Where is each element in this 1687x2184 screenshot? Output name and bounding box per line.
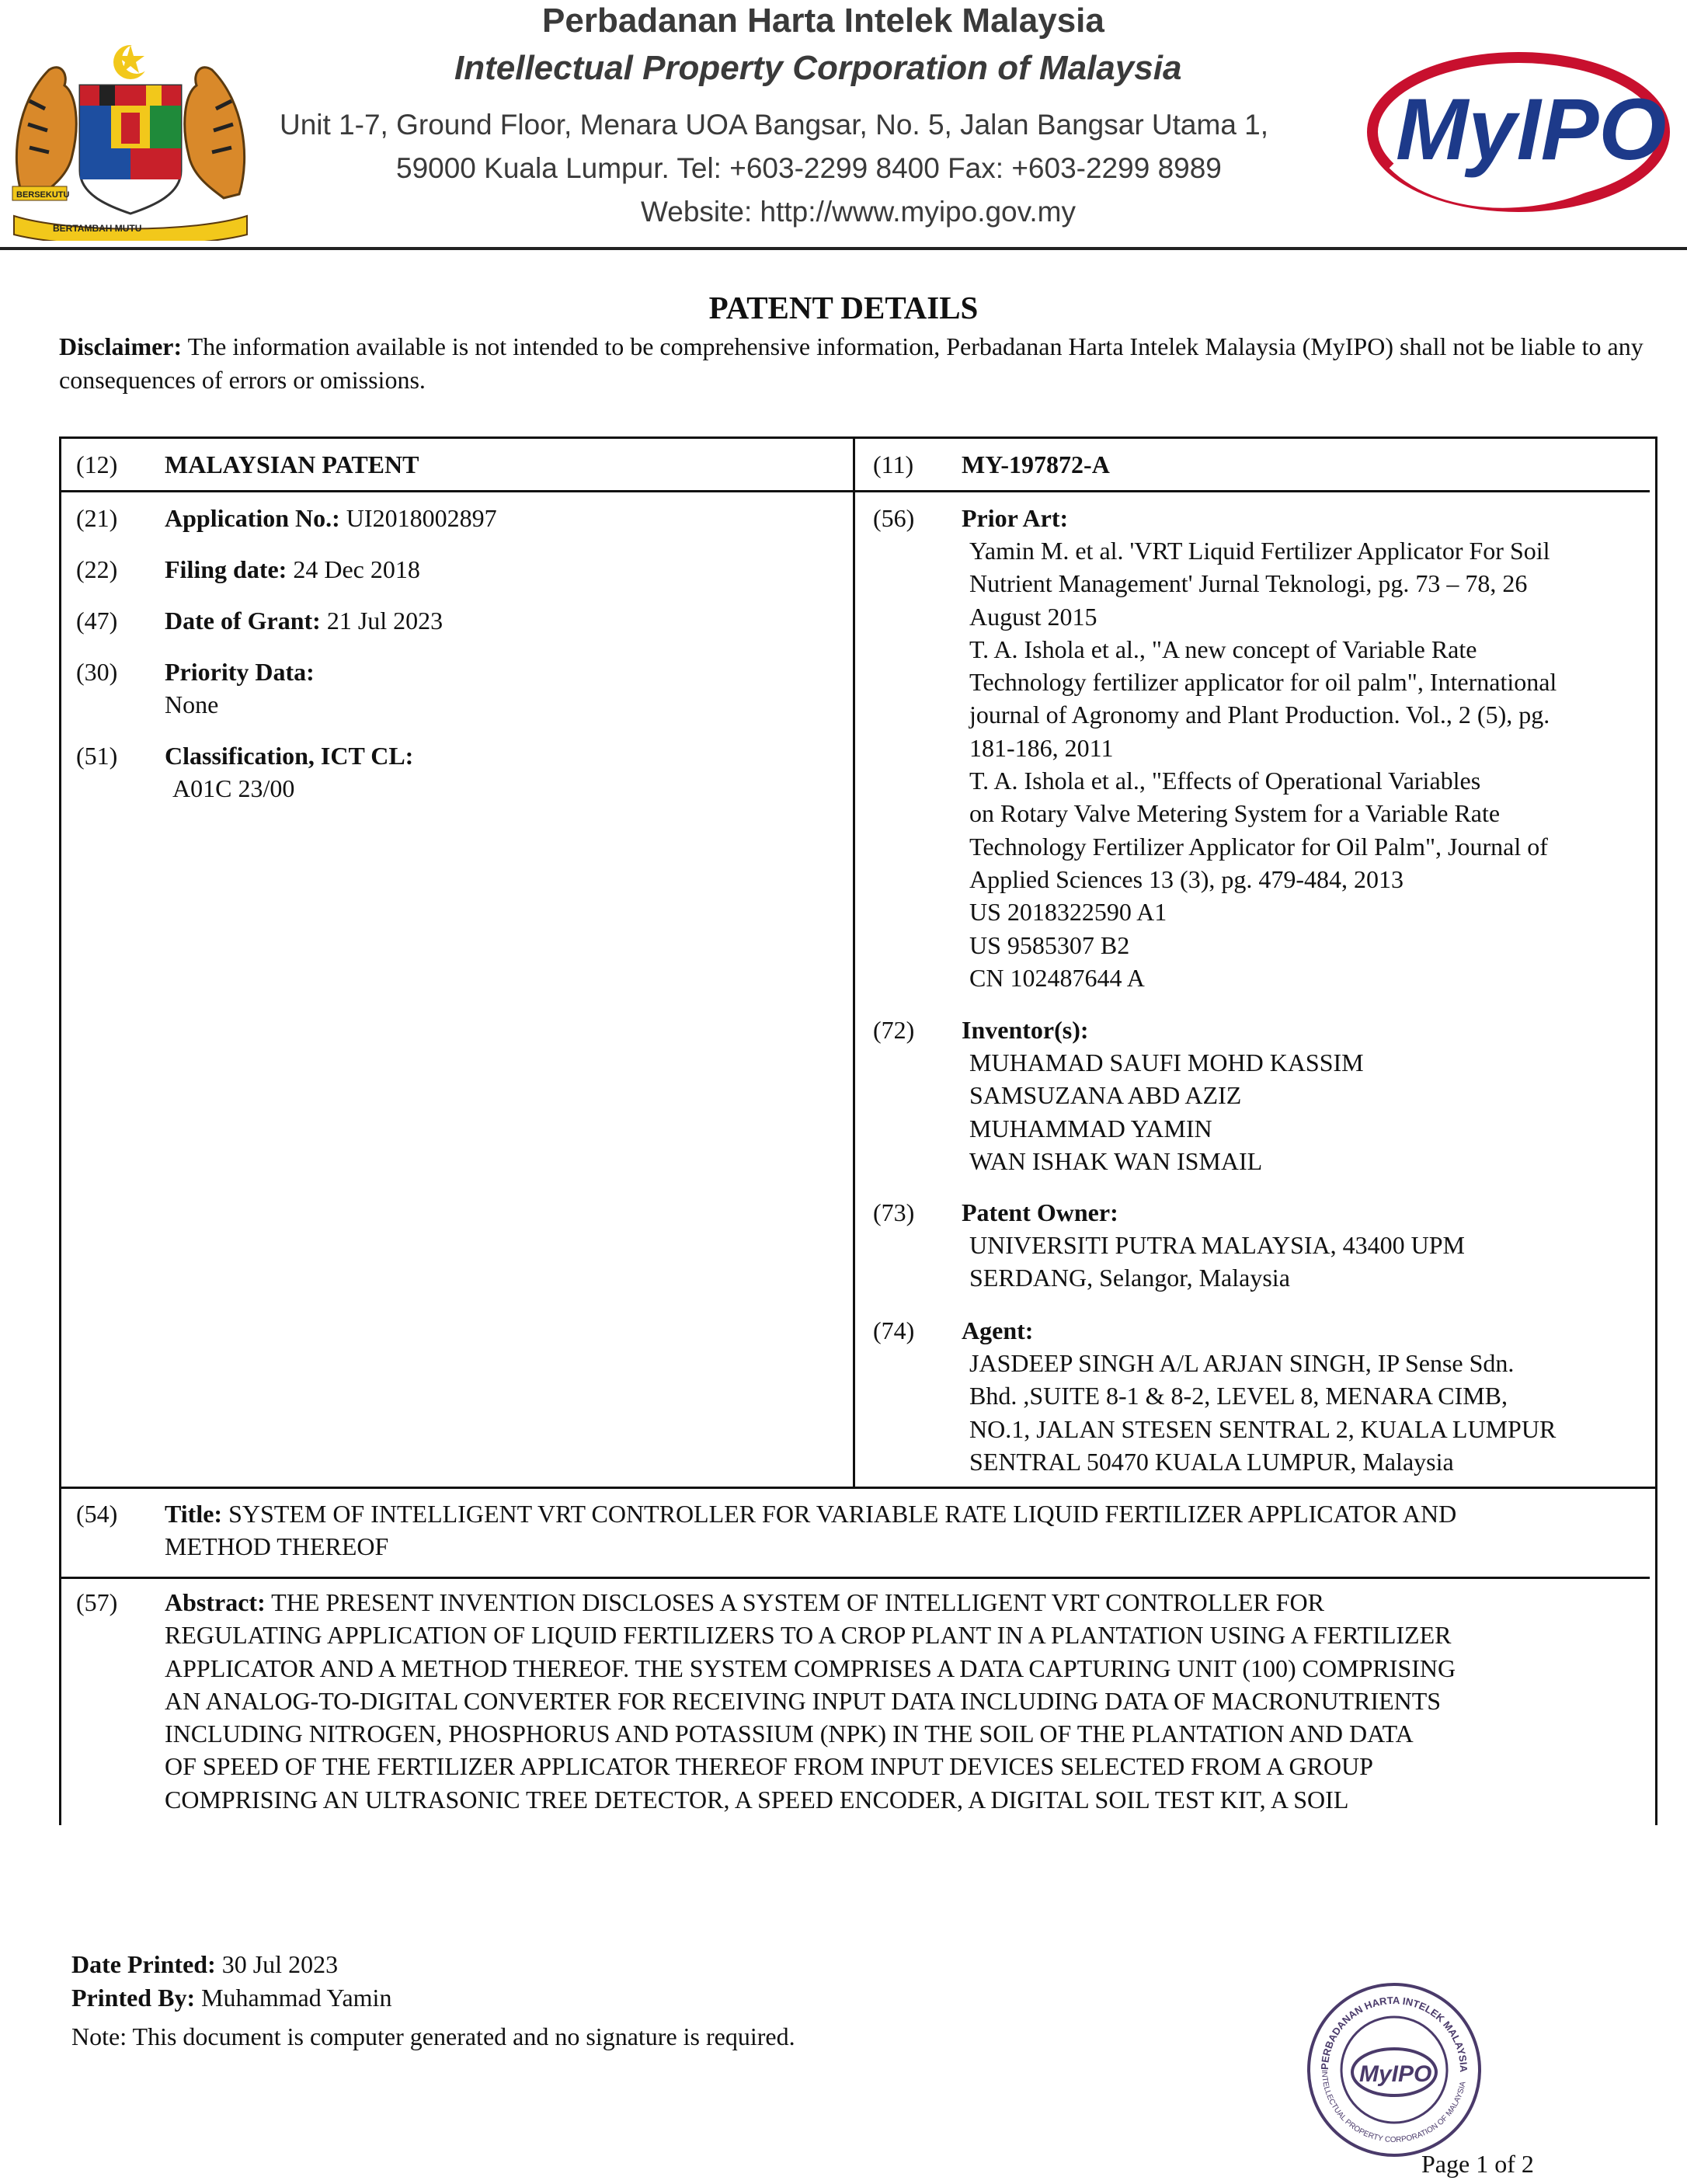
abstract-line: AN ANALOG-TO-DIGITAL CONVERTER FOR RECEIVING INPUT DATA INCLUDING DATA OF MACRONUTRIENTS: [165, 1686, 1442, 1715]
page-number: Page 1 of 2: [1421, 2150, 1534, 2178]
grant-label: Date of Grant:: [165, 607, 321, 635]
invention-title-line: METHOD THEREOF: [165, 1532, 389, 1561]
agent-line: Bhd. ,SUITE 8-1 & 8-2, LEVEL 8, MENARA CIMB,: [969, 1382, 1508, 1410]
date-printed-label: Date Printed:: [71, 1950, 216, 1978]
inventor-name: MUHAMAD SAUFI MOHD KASSIM: [969, 1049, 1364, 1076]
application-number: [165, 502, 497, 534]
table-border-left: [59, 436, 61, 1825]
prior-art-line: Technology Fertilizer Applicator for Oil Palm", Journal of: [969, 832, 1548, 861]
invention-title: [165, 1497, 1640, 1563]
myipo-seal-icon: [1305, 1981, 1484, 2159]
filing-date: [165, 553, 420, 586]
number-code: (11): [873, 450, 914, 478]
address-line-1: Unit 1-7, Ground Floor, Menara UOA Bangsar, No. 5, Jalan Bangsar Utama 1,: [280, 109, 1269, 141]
letterhead: [0, 0, 1687, 250]
printed-by-value: Muhammad Yamin: [195, 1984, 392, 2012]
prior-art-line: August 2015: [969, 602, 1097, 631]
abstract-label: Abstract:: [165, 1588, 266, 1616]
priority-value: None: [165, 690, 219, 718]
disclaimer-label: Disclaimer:: [59, 332, 183, 360]
inventors-label: Inventor(s):: [962, 1016, 1089, 1044]
application-code: (21): [76, 504, 118, 532]
classification-code: (51): [76, 742, 118, 770]
printed-by-label: Printed By:: [71, 1984, 196, 2012]
abstract-line: OF SPEED OF THE FERTILIZER APPLICATOR THEREOF FROM INPUT DEVICES SELECTED FROM A GROUP: [165, 1752, 1373, 1781]
classification-label: Classification, ICT CL:: [165, 742, 414, 770]
abstract-line: INCLUDING NITROGEN, PHOSPHORUS AND POTASSIUM (NPK) IN THE SOIL OF THE PLANTATION AND DATA: [165, 1720, 1414, 1748]
prior-art-line: Yamin M. et al. 'VRT Liquid Fertilizer Applicator For Soil: [969, 537, 1550, 565]
prior-art-label: Prior Art:: [962, 504, 1069, 532]
agent-code: (74): [873, 1316, 915, 1344]
table-border-right: [1655, 436, 1657, 1825]
disclaimer-text: The information available is not intended to be comprehensive information, Perbadanan Harta Intelek Malaysia (MyIPO) shall not be liable to any consequences of errors or omissions.: [59, 332, 1644, 394]
abstract-line: COMPRISING AN ULTRASONIC TREE DETECTOR, A SPEED ENCODER, A DIGITAL SOIL TEST KIT, A SOIL: [165, 1785, 1349, 1814]
agent-label: Agent:: [962, 1316, 1034, 1344]
prior-art-line: Technology fertilizer applicator for oil palm", International: [969, 668, 1557, 697]
prior-art-line: T. A. Ishola et al., "A new concept of Variable Rate: [969, 635, 1477, 663]
abstract-first-line: THE PRESENT INVENTION DISCLOSES A SYSTEM OF INTELLIGENT VRT CONTROLLER FOR: [265, 1588, 1324, 1616]
application-value: UI2018002897: [339, 504, 497, 532]
application-label: Application No.:: [165, 504, 340, 532]
prior-art-line: 181-186, 2011: [969, 733, 1114, 762]
row-divider-left: [59, 490, 853, 492]
abstract-code: (57): [76, 1588, 118, 1616]
svg-text:BERSEKUTU: BERSEKUTU: [16, 190, 70, 200]
date-printed: [71, 1948, 391, 1981]
svg-text:INTELLECTUAL PROPERTY CORPORAT: INTELLECTUAL PROPERTY CORPORATION OF MALAYSIA: [1319, 2069, 1468, 2145]
owner-code: (73): [873, 1198, 915, 1226]
table-column-divider: [853, 436, 855, 1487]
prior-art-code: (56): [873, 504, 915, 532]
prior-art-line: US 9585307 B2: [969, 930, 1130, 959]
patent-type: MALAYSIAN PATENT: [165, 450, 419, 478]
website-line: Website: http://www.myipo.gov.my: [641, 196, 1076, 228]
abstract-line: REGULATING APPLICATION OF LIQUID FERTILIZERS TO A CROP PLANT IN A PLANTATION USING A FERTILIZER: [165, 1621, 1452, 1650]
disclaimer: [59, 330, 1644, 397]
inventor-name: WAN ISHAK WAN ISMAIL: [969, 1146, 1263, 1175]
table-border-top: [59, 436, 1657, 439]
agent-details: [969, 1347, 1556, 1478]
prior-art-line: journal of Agronomy and Plant Production. Vol., 2 (5), pg.: [969, 701, 1550, 729]
title-code: (54): [76, 1500, 118, 1528]
filing-label: Filing date:: [165, 555, 287, 583]
inventor-name: MUHAMMAD YAMIN: [969, 1114, 1212, 1142]
owner-details: [969, 1229, 1465, 1295]
prior-art-line: US 2018322590 A1: [969, 898, 1167, 927]
priority-label: Priority Data:: [165, 658, 315, 686]
printed-by: [71, 1981, 391, 2015]
prior-art-line: Applied Sciences 13 (3), pg. 479-484, 2013: [969, 864, 1404, 893]
agent-line: JASDEEP SINGH A/L ARJAN SINGH, IP Sense Sdn.: [969, 1349, 1515, 1377]
row-divider-right: [855, 490, 1650, 492]
owner-line: UNIVERSITI PUTRA MALAYSIA, 43400 UPM: [969, 1231, 1465, 1259]
grant-date: [165, 604, 443, 637]
type-code: (12): [76, 450, 118, 478]
abstract-line: APPLICATOR AND A METHOD THEREOF. THE SYSTEM COMPRISES A DATA CAPTURING UNIT (100) COMPRISING: [165, 1654, 1456, 1682]
title-label: Title:: [165, 1500, 223, 1528]
header-divider: [0, 247, 1687, 250]
filing-value: 24 Dec 2018: [287, 555, 420, 583]
svg-text:MyIPO: MyIPO: [1359, 2061, 1432, 2087]
abstract-line: [165, 1586, 1640, 1619]
inventor-name: SAMSUZANA ABD AZIZ: [969, 1081, 1242, 1110]
org-name-english: Intellectual Property Corporation of Malaysia: [454, 49, 1182, 87]
page-title: PATENT DETAILS: [708, 290, 979, 325]
prior-art-line: CN 102487644 A: [969, 963, 1145, 992]
owner-line: SERDANG, Selangor, Malaysia: [969, 1264, 1290, 1292]
owner-label: Patent Owner:: [962, 1198, 1118, 1226]
patent-number: MY-197872-A: [962, 450, 1110, 478]
filing-code: (22): [76, 555, 118, 583]
prior-art-list: [969, 534, 1557, 994]
malaysia-coat-of-arms-icon: [6, 39, 255, 241]
invention-title-line: [165, 1497, 1640, 1530]
agent-line: NO.1, JALAN STESEN SENTRAL 2, KUALA LUMPUR: [969, 1414, 1557, 1443]
org-name-malay: Perbadanan Harta Intelek Malaysia: [542, 2, 1104, 40]
title-value: SYSTEM OF INTELLIGENT VRT CONTROLLER FOR VARIABLE RATE LIQUID FERTILIZER APPLICATOR AND: [222, 1500, 1457, 1528]
svg-text:BERTAMBAH MUTU: BERTAMBAH MUTU: [53, 223, 142, 234]
classification-value: A01C 23/00: [172, 774, 295, 802]
myipo-logo-icon: [1363, 47, 1670, 214]
svg-text:PERBADANAN HARTA INTELEK MALAY: PERBADANAN HARTA INTELEK MALAYSIA: [1318, 1994, 1470, 2073]
abstract: [165, 1586, 1640, 1816]
inventors-code: (72): [873, 1016, 915, 1044]
print-info: [71, 1948, 391, 2015]
computer-generated-note: Note: This document is computer generated and no signature is required.: [71, 2022, 795, 2050]
priority-code: (30): [76, 658, 118, 686]
svg-text:MyIPO: MyIPO: [1396, 81, 1667, 178]
grant-value: 21 Jul 2023: [320, 607, 443, 635]
grant-code: (47): [76, 607, 118, 635]
address-line-2: 59000 Kuala Lumpur. Tel: +603-2299 8400 Fax: +603-2299 8989: [396, 152, 1222, 184]
patent-details-table: [59, 436, 1657, 1825]
prior-art-line: on Rotary Valve Metering System for a Variable Rate: [969, 799, 1501, 828]
prior-art-line: Nutrient Management' Jurnal Teknologi, pg. 73 – 78, 26: [969, 569, 1528, 598]
agent-line: SENTRAL 50470 KUALA LUMPUR, Malaysia: [969, 1447, 1454, 1476]
row-divider-title: [59, 1487, 1657, 1489]
row-divider-abstract: [59, 1577, 1650, 1579]
prior-art-line: T. A. Ishola et al., "Effects of Operational Variables: [969, 767, 1481, 795]
inventors-list: [969, 1046, 1364, 1177]
date-printed-value: 30 Jul 2023: [215, 1950, 339, 1978]
